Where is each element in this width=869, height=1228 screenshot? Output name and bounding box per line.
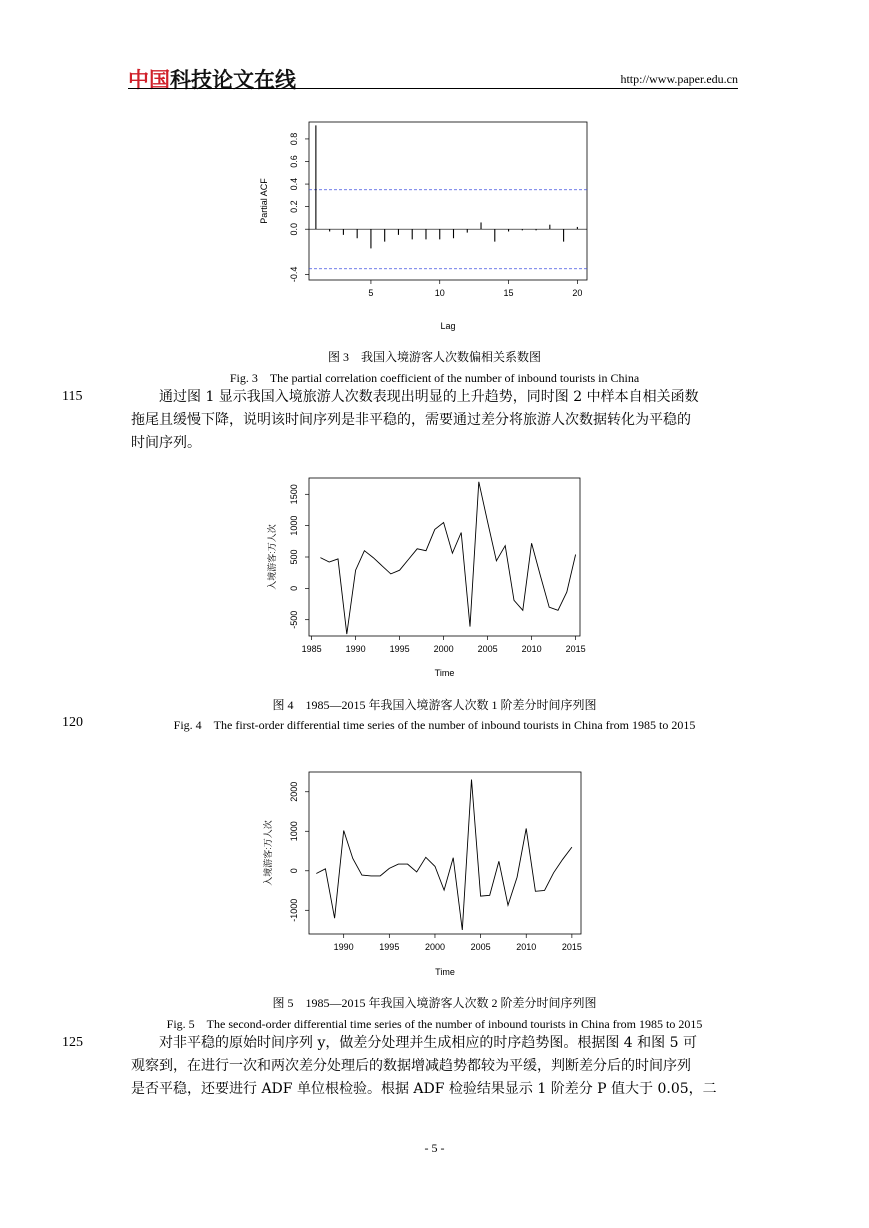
- logo-black-text: 科技论文在线: [170, 68, 296, 92]
- figure-3-caption-en: Fig. 3 The partial correlation coefficient of the number of inbound tourists in China: [229, 371, 640, 385]
- paragraph-1: [131, 386, 738, 455]
- y-tick-label: 0.8: [289, 132, 299, 146]
- paragraph-2-line-1: 对非平稳的原始时间序列 y，做差分处理并生成相应的时序趋势图。根据图 4 和图 5 可: [131, 1035, 697, 1051]
- paragraph-1-line-1: 通过图 1 显示我国入境旅游人次数表现出明显的上升趋势，同时图 2 中样本自相关函数: [131, 389, 699, 405]
- y-tick-label: 1000: [289, 821, 299, 842]
- x-tick-label: 2005: [477, 644, 498, 654]
- x-tick-label: 2010: [521, 644, 542, 654]
- x-tick-label: 2000: [433, 644, 454, 654]
- plot-frame: [309, 772, 581, 934]
- y-tick-label: 500: [289, 549, 299, 565]
- series-line: [320, 482, 575, 634]
- x-axis-label: Time: [435, 967, 455, 977]
- x-tick-label: 2015: [561, 942, 582, 952]
- figure-4-caption-cn: 图 4 1985—2015 年我国入境游客人次数 1 阶差分时间序列图: [272, 698, 597, 712]
- x-tick-label: 1995: [389, 644, 410, 654]
- x-tick-label: 5: [368, 288, 374, 298]
- x-tick-label: 1995: [379, 942, 400, 952]
- y-tick-label: 1500: [289, 484, 299, 505]
- figure-5-caption-en: Fig. 5 The second-order differential time series of the number of inbound tourists in China from 1985 to 2015: [166, 1017, 703, 1031]
- figure-3-pacf-chart: [250, 115, 590, 340]
- x-axis-label: Time: [434, 668, 455, 678]
- line-number-115: 115: [62, 389, 83, 404]
- journal-logo: [128, 64, 296, 94]
- y-tick-label: 0: [289, 585, 299, 591]
- y-tick-label: 2000: [289, 781, 299, 802]
- y-axis-label: 入境游客:万人次: [267, 524, 277, 590]
- y-tick-label: -1000: [289, 898, 299, 922]
- logo-red-text: 中国: [128, 68, 170, 92]
- series-line: [316, 780, 572, 931]
- x-tick-label: 1990: [345, 644, 366, 654]
- figure-5-caption-cn: 图 5 1985—2015 年我国入境游客人次数 2 阶差分时间序列图: [272, 996, 597, 1010]
- x-tick-label: 1985: [301, 644, 322, 654]
- x-tick-label: 15: [503, 288, 514, 298]
- line-number-125: 125: [62, 1035, 83, 1050]
- figure-5-second-diff-chart: [258, 768, 593, 983]
- y-tick-label: 0.0: [289, 222, 299, 236]
- y-tick-label: 0: [289, 868, 299, 874]
- paragraph-1-line-3: 时间序列。: [131, 435, 201, 451]
- y-tick-label: -500: [289, 610, 299, 629]
- figure-4-caption-en: Fig. 4 The first-order differential time series of the number of inbound tourists in China from 1985 to 2015: [173, 718, 696, 732]
- paragraph-2-line-3: 是否平稳，还要进行 ADF 单位根检验。根据 ADF 检验结果显示 1 阶差分 P 值大于 0.05，二: [131, 1081, 717, 1097]
- y-tick-label: 0.4: [289, 177, 299, 191]
- x-tick-label: 10: [434, 288, 445, 298]
- y-tick-label: 0.2: [289, 200, 299, 213]
- x-tick-label: 1990: [333, 942, 354, 952]
- x-tick-label: 2000: [424, 942, 445, 952]
- x-tick-label: 2015: [565, 644, 586, 654]
- x-tick-label: 2010: [516, 942, 537, 952]
- plot-frame: [309, 122, 587, 280]
- paragraph-2-line-2: 观察到，在进行一次和两次差分处理后的数据增减趋势都较为平缓，判断差分后的时间序列: [131, 1058, 691, 1074]
- y-tick-label: -0.4: [289, 266, 299, 283]
- y-axis-label: Partial ACF: [259, 178, 269, 224]
- paragraph-1-line-2: 拖尾且缓慢下降，说明该时间序列是非平稳的，需要通过差分将旅游人次数据转化为平稳的: [131, 412, 691, 428]
- x-tick-label: 2005: [470, 942, 491, 952]
- figure-3-caption-cn: 图 3 我国入境游客人次数偏相关系数图: [327, 350, 541, 364]
- line-number-120: 120: [62, 715, 83, 730]
- header-rule: [128, 88, 738, 89]
- page-number: - 5 -: [424, 1141, 445, 1155]
- figure-4-first-diff-chart: [258, 474, 593, 684]
- header-url[interactable]: http://www.paper.edu.cn: [620, 72, 738, 86]
- paragraph-2: [131, 1032, 738, 1101]
- x-axis-label: Lag: [440, 321, 456, 331]
- x-tick-label: 20: [572, 288, 583, 298]
- y-axis-label: 入境游客:万人次: [263, 820, 273, 886]
- y-tick-label: 1000: [289, 515, 299, 536]
- y-tick-label: 0.6: [289, 155, 299, 168]
